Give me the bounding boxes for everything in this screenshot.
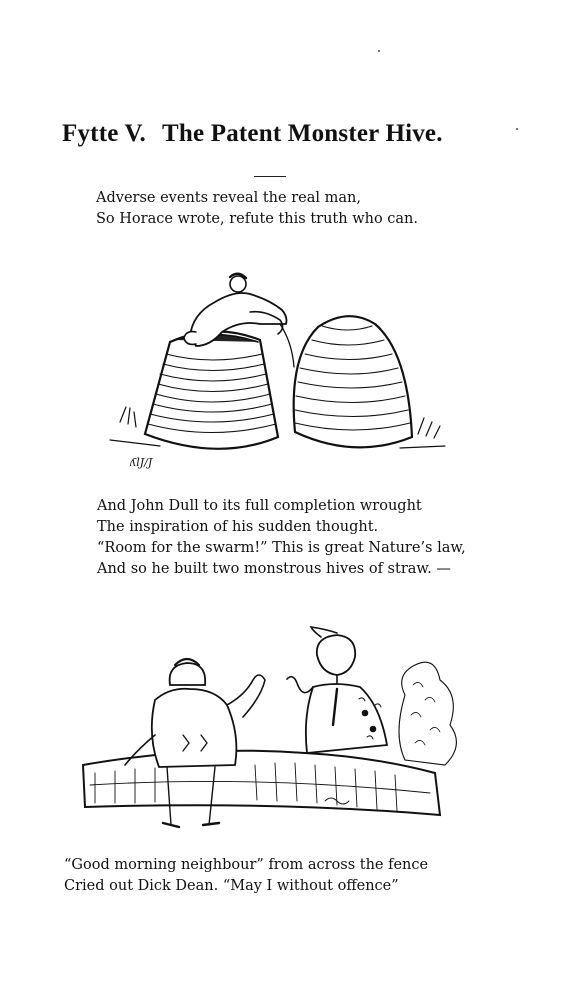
- svg-text:ʎlJ/J: ʎlJ/J: [130, 456, 153, 469]
- beehive-illustration: [100, 262, 450, 477]
- verse-line: The inspiration of his sudden thought.: [97, 519, 379, 535]
- fence-conversation-illustration: [75, 625, 470, 835]
- title-divider: [254, 176, 286, 177]
- stanza-2: [97, 496, 466, 580]
- verse-line: So Horace wrote, refute this truth who can.: [96, 211, 418, 227]
- verse-line: Adverse events reveal the real man,: [96, 190, 361, 206]
- verse-line: Cried out Dick Dean. “May I without offence”: [64, 878, 399, 894]
- paper-speck: [378, 50, 380, 52]
- poem-title: The Patent Monster Hive.: [162, 120, 443, 147]
- fytte-number: Fytte V.: [62, 120, 146, 147]
- stanza-3: [64, 855, 428, 897]
- verse-line: “Room for the swarm!” This is great Nature’s law,: [97, 540, 466, 556]
- stanza-1: [96, 188, 418, 230]
- page-title: [62, 120, 502, 148]
- verse-line: “Good morning neighbour” from across the fence: [64, 857, 429, 873]
- paper-speck: [516, 128, 518, 130]
- verse-line: And John Dull to its full completion wrought: [97, 498, 422, 514]
- verse-line: And so he built two monstrous hives of straw. —: [97, 561, 451, 577]
